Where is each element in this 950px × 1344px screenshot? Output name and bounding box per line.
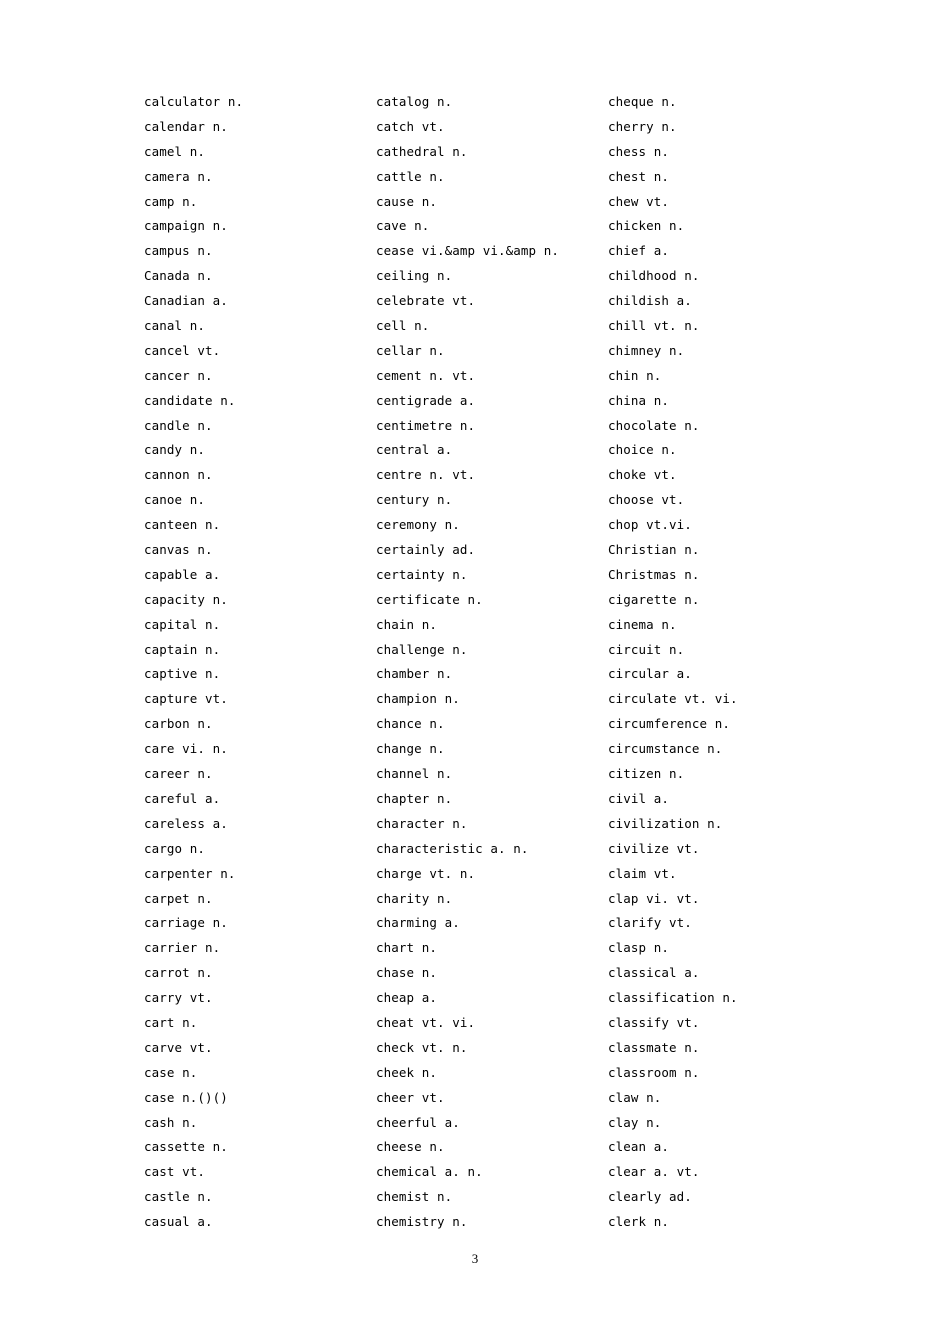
vocab-entry: carriage n. (144, 915, 228, 931)
vocab-entry: characteristic a. n. (376, 840, 529, 856)
vocab-entry: careless a. (144, 815, 228, 831)
vocab-entry: celebrate vt. (376, 293, 476, 309)
vocab-entry: champion n. (376, 691, 460, 707)
vocab-entry: circumference n. (608, 716, 731, 732)
vocab-entry: cheese n. (376, 1139, 445, 1155)
vocab-entry: claw n. (608, 1089, 662, 1105)
vocab-entry: civilization n. (608, 815, 723, 831)
vocab-entry: chase n. (376, 965, 438, 981)
vocab-entry: change n. (376, 741, 445, 757)
vocab-entry: clerk n. (608, 1214, 670, 1230)
vocab-entry: cassette n. (144, 1139, 228, 1155)
vocab-entry: classmate n. (608, 1039, 700, 1055)
vocab-entry: capacity n. (144, 591, 228, 607)
vocab-entry: camera n. (144, 168, 213, 184)
vocab-entry: chicken n. (608, 218, 685, 234)
vocab-entry: cause n. (376, 193, 438, 209)
vocab-entry: ceiling n. (376, 268, 453, 284)
vocab-entry: chance n. (376, 716, 445, 732)
vocab-entry: chew vt. (608, 193, 670, 209)
vocab-entry: chimney n. (608, 342, 685, 358)
vocab-entry: campus n. (144, 243, 213, 259)
vocab-entry: clean a. (608, 1139, 670, 1155)
vocab-entry: cave n. (376, 218, 430, 234)
vocab-entry: carbon n. (144, 716, 213, 732)
vocab-entry: cathedral n. (376, 143, 468, 159)
vocab-entry: carrier n. (144, 940, 221, 956)
vocab-entry: chief a. (608, 243, 670, 259)
vocab-entry: charity n. (376, 890, 453, 906)
vocab-entry: carpet n. (144, 890, 213, 906)
vocab-entry: calculator n. (144, 94, 244, 109)
vocab-entry: chocolate n. (608, 417, 700, 433)
vocab-entry: channel n. (376, 766, 453, 782)
vocab-entry: check vt. n. (376, 1039, 468, 1055)
vocab-entry: carry vt. (144, 990, 213, 1006)
vocab-entry: classify vt. (608, 1014, 700, 1030)
vocab-entry: circuit n. (608, 641, 685, 657)
vocab-entry: circular a. (608, 666, 692, 682)
vocab-entry: catalog n. (376, 94, 453, 109)
vocab-entry: charming a. (376, 915, 460, 931)
vocab-entry: centre n. vt. (376, 467, 476, 483)
vocab-entry: casual a. (144, 1214, 213, 1230)
word-column-1 (144, 92, 374, 1237)
vocab-entry: cinema n. (608, 616, 677, 632)
vocab-entry: cease vi.&amp vi.&amp n. (376, 243, 560, 259)
vocab-entry: cheap a. (376, 990, 438, 1006)
vocab-entry: canvas n. (144, 542, 213, 558)
vocab-entry: camp n. (144, 193, 198, 209)
vocab-entry: carrot n. (144, 965, 213, 981)
vocab-entry: clarify vt. (608, 915, 692, 931)
vocab-entry: Christmas n. (608, 566, 700, 582)
vocab-entry: circumstance n. (608, 741, 723, 757)
vocab-entry: chin n. (608, 367, 662, 383)
vocab-entry: chest n. (608, 168, 670, 184)
vocab-entry: cannon n. (144, 467, 213, 483)
vocab-entry: chill vt. n. (608, 318, 700, 334)
vocab-entry: cheer vt. (376, 1089, 445, 1105)
vocab-entry: canoe n. (144, 492, 206, 508)
vocab-entry: Canada n. (144, 268, 213, 284)
vocab-entry: cheque n. (608, 94, 677, 109)
vocab-entry: chop vt.vi. (608, 517, 692, 533)
vocab-entry: classical a. (608, 965, 700, 981)
vocab-entry: care vi. n. (144, 741, 228, 757)
vocab-entry: cattle n. (376, 168, 445, 184)
vocab-entry: clasp n. (608, 940, 670, 956)
vocab-entry: captive n. (144, 666, 221, 682)
vocab-entry: captain n. (144, 641, 221, 657)
vocab-entry: case n. (144, 1064, 198, 1080)
vocab-entry: capable a. (144, 566, 221, 582)
vocab-entry: central a. (376, 442, 453, 458)
vocab-entry: charge vt. n. (376, 865, 476, 881)
vocab-entry: calendar n. (144, 118, 228, 134)
vocab-entry: cheerful a. (376, 1114, 460, 1130)
vocab-entry: claim vt. (608, 865, 677, 881)
vocab-entry: castle n. (144, 1189, 213, 1205)
vocab-entry: career n. (144, 766, 213, 782)
vocab-entry: cash n. (144, 1114, 198, 1130)
vocab-entry: candle n. (144, 417, 213, 433)
vocab-entry: citizen n. (608, 766, 685, 782)
vocab-entry: clap vi. vt. (608, 890, 700, 906)
vocab-entry: century n. (376, 492, 453, 508)
vocab-entry: chess n. (608, 143, 670, 159)
vocab-entry: character n. (376, 815, 468, 831)
vocab-entry: carve vt. (144, 1039, 213, 1055)
vocab-entry: candidate n. (144, 392, 236, 408)
vocab-entry: certainty n. (376, 566, 468, 582)
vocab-entry: cancer n. (144, 367, 213, 383)
vocab-entry: clear a. vt. (608, 1164, 700, 1180)
vocab-entry: choice n. (608, 442, 677, 458)
vocab-entry: china n. (608, 392, 670, 408)
word-column-3 (608, 92, 838, 1237)
vocab-entry: childhood n. (608, 268, 700, 284)
vocab-entry: chapter n. (376, 790, 453, 806)
vocab-entry: chain n. (376, 616, 438, 632)
vocab-entry: certificate n. (376, 591, 483, 607)
vocab-entry: cell n. (376, 318, 430, 334)
vocab-entry: Canadian a. (144, 293, 228, 309)
vocab-entry: careful a. (144, 790, 221, 806)
vocab-entry: chart n. (376, 940, 438, 956)
vocab-entry: canal n. (144, 318, 206, 334)
vocab-entry: cheek n. (376, 1064, 438, 1080)
vocab-entry: cherry n. (608, 118, 677, 134)
word-column-2 (376, 92, 606, 1237)
vocab-entry: cement n. vt. (376, 367, 476, 383)
vocab-entry: cheat vt. vi. (376, 1014, 476, 1030)
vocab-entry: certainly ad. (376, 542, 476, 558)
vocab-entry: capture vt. (144, 691, 228, 707)
vocab-entry: clearly ad. (608, 1189, 692, 1205)
vocab-entry: cast vt. (144, 1164, 206, 1180)
vocab-entry: civilize vt. (608, 840, 700, 856)
vocab-entry: chamber n. (376, 666, 453, 682)
vocab-entry: Christian n. (608, 542, 700, 558)
vocab-entry: choke vt. (608, 467, 677, 483)
vocab-entry: cargo n. (144, 840, 206, 856)
vocab-entry: camel n. (144, 143, 206, 159)
vocab-entry: cart n. (144, 1014, 198, 1030)
vocab-entry: chemical a. n. (376, 1164, 483, 1180)
vocab-entry: clay n. (608, 1114, 662, 1130)
vocab-entry: cigarette n. (608, 591, 700, 607)
page-number: 3 (471, 1251, 479, 1266)
vocab-entry: choose vt. (608, 492, 685, 508)
vocab-entry: case n.()() (144, 1089, 228, 1105)
vocab-entry: circulate vt. vi. (608, 691, 738, 707)
vocab-entry: childish a. (608, 293, 692, 309)
vocab-entry: civil a. (608, 790, 670, 806)
vocab-entry: candy n. (144, 442, 206, 458)
vocab-entry: chemist n. (376, 1189, 453, 1205)
vocab-entry: campaign n. (144, 218, 228, 234)
vocab-entry: challenge n. (376, 641, 468, 657)
vocab-entry: classroom n. (608, 1064, 700, 1080)
vocab-entry: catch vt. (376, 118, 445, 134)
vocab-entry: canteen n. (144, 517, 221, 533)
vocab-entry: centimetre n. (376, 417, 476, 433)
vocab-entry: cancel vt. (144, 342, 221, 358)
vocab-entry: classification n. (608, 990, 738, 1006)
vocab-entry: ceremony n. (376, 517, 460, 533)
vocab-entry: carpenter n. (144, 865, 236, 881)
vocab-entry: capital n. (144, 616, 221, 632)
vocab-entry: cellar n. (376, 342, 445, 358)
vocab-entry: centigrade a. (376, 392, 476, 408)
vocab-entry: chemistry n. (376, 1214, 468, 1230)
